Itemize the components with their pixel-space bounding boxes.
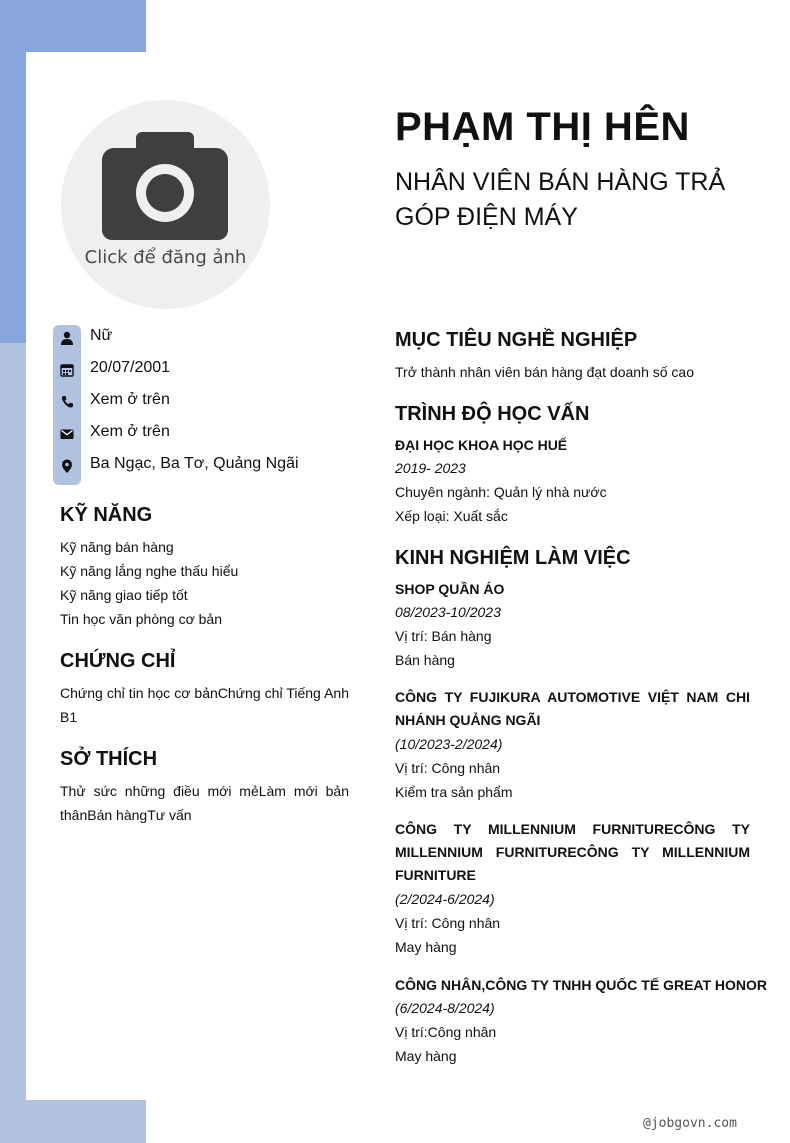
watermark: @jobgovn.com [643,1116,737,1131]
hobbies-title: SỞ THÍCH [60,748,158,770]
job-company: CÔNG TY MILLENNIUM FURNITURECÔNG TY MILLENNIUM FURNITURECÔNG TY MILLENNIUM FURNITURE [395,821,750,883]
job-description: Kiểm tra sản phẩm [395,784,513,800]
job-description: May hàng [395,939,457,955]
gender-value: Nữ [90,327,113,344]
calendar-icon [60,363,74,377]
birthday-value: 20/07/2001 [90,359,171,376]
contact-address [53,453,353,485]
accent-band-bottom [0,1100,146,1143]
address-value: Ba Ngạc, Ba Tơ, Quảng Ngãi [90,455,299,472]
job-description: Bán hàng [395,652,455,668]
education-period: 2019- 2023 [395,460,466,476]
phone-icon [60,395,74,409]
photo-caption: Click để đăng ảnh [84,247,247,268]
phone-value: Xem ở trên [90,391,170,408]
photo-upload[interactable] [61,100,270,309]
job-role: Vị trí: Công nhân [395,760,501,776]
education-grade: Xếp loại: Xuất sắc [395,508,508,524]
skills-title: KỸ NĂNG [60,504,153,526]
contact-email [53,421,353,453]
objective-title: MỤC TIÊU NGHỀ NGHIỆP [395,329,638,351]
job-period: 08/2023-10/2023 [395,604,501,620]
email-value: Xem ở trên [90,423,170,440]
job-period: (6/2024-8/2024) [395,1000,495,1016]
certificates-title: CHỨNG CHỈ [60,650,176,672]
skill-item: Kỹ năng bán hàng [60,539,174,555]
location-pin-icon [60,459,74,473]
person-icon [60,331,74,345]
candidate-name: PHẠM THỊ HÊN [395,105,690,149]
job-role: Vị trí:Công nhân [395,1024,497,1040]
certificates-text: Chứng chỉ tin học cơ bảnChứng chỉ Tiếng Anh B1 [60,685,349,725]
job-period: (10/2023-2/2024) [395,736,503,752]
objective-text: Trở thành nhân viên bán hàng đạt doanh số cao [395,364,694,380]
education-title: TRÌNH ĐỘ HỌC VẤN [395,403,590,425]
skill-item: Kỹ năng lắng nghe thấu hiểu [60,563,239,579]
camera-icon [102,130,228,240]
job-company: CÔNG NHÂN,CÔNG TY TNHH QUỐC TẾ GREAT HONOR [395,977,768,993]
job-role: Vị trí: Công nhân [395,915,501,931]
accent-band-side [0,343,26,1100]
email-icon [60,427,74,441]
contact-birthday [53,357,353,389]
job-description: May hàng [395,1048,457,1064]
experience-title: KINH NGHIỆM LÀM VIỆC [395,547,631,569]
job-period: (2/2024-6/2024) [395,891,495,907]
contact-phone [53,389,353,421]
job-company: SHOP QUẦN ÁO [395,581,505,597]
job-company: CÔNG TY FUJIKURA AUTOMOTIVE VIỆT NAM CHI NHÁNH QUẢNG NGÃI [395,689,750,728]
skill-item: Tin học văn phòng cơ bản [60,611,222,627]
candidate-position: NHÂN VIÊN BÁN HÀNG TRẢ GÓP ĐIỆN MÁY [395,168,726,231]
education-school: ĐẠI HỌC KHOA HỌC HUẾ [395,437,568,453]
education-major: Chuyên ngành: Quản lý nhà nước [395,484,607,500]
skill-item: Kỹ năng giao tiếp tốt [60,587,188,603]
job-role: Vị trí: Bán hàng [395,628,492,644]
contact-gender [53,325,353,357]
hobbies-text: Thử sức những điều mới mẻLàm mới bản thânBán hàngTư vấn [60,783,349,823]
